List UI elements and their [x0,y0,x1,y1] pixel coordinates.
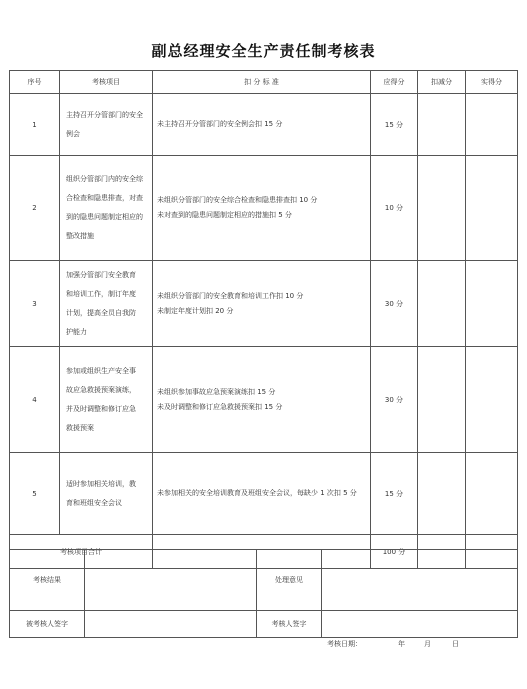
table-row [10,156,518,261]
header-seq: 序号 [10,71,60,94]
examiner-signature-field[interactable] [322,611,518,638]
row-actual-cell[interactable] [466,347,518,453]
row-item [60,347,153,453]
row-deduct-cell[interactable] [418,347,466,453]
date-year-label: 年 [398,640,405,648]
result-field[interactable] [85,550,257,611]
item-line: 整改措施 [66,232,94,240]
header-score: 应得分 [371,71,418,94]
criteria-line: 未参加相关的安全培训教育及班组安全会议，每缺少 1 次扣 5 分 [157,489,357,497]
row-deduct-cell[interactable] [418,156,466,261]
document-title: 副总经理安全生产责任制考核表 [151,42,376,60]
row-criteria [153,156,371,261]
criteria-line: 未组织参加事故应急预案演练扣 15 分 [157,387,276,396]
item-line: 例会 [66,129,80,138]
item-line: 和培训工作，制订年度 [66,289,136,298]
examinee-signature-label: 被考核人签字 [10,611,85,638]
row-seq: 4 [10,347,60,453]
row-item [60,261,153,347]
item-line: 参加或组织生产安全事 [66,366,136,375]
date-month-label: 月 [424,640,431,648]
row-deduct-cell[interactable] [418,453,466,535]
item-line: 计划，提高全员自我防 [66,308,136,317]
signature-row [10,611,518,638]
row-criteria [153,261,371,347]
result-label: 考核结果 [10,550,85,611]
criteria-line: 未组织分管部门的安全综合检查和隐患排查扣 10 分 [157,196,318,204]
row-criteria [153,347,371,453]
item-line: 并及时调整和修订应急 [66,404,136,413]
item-line: 护能力 [66,327,87,336]
row-item [60,94,153,156]
row-actual-cell[interactable] [466,94,518,156]
item-line: 故应急救援预案演练， [66,385,136,394]
row-score: 10 分 [371,156,418,261]
row-seq: 1 [10,94,60,156]
opinion-field[interactable] [322,550,518,611]
item-line: 适时参加相关培训，教 [66,479,136,488]
examinee-signature-field[interactable] [85,611,257,638]
row-seq: 3 [10,261,60,347]
row-item [60,453,153,535]
row-score: 30 分 [371,347,418,453]
criteria-line: 未对查到的隐患问题制定相应的措施扣 5 分 [157,211,292,219]
criteria-line: 未组织分管部门的安全教育和培训工作扣 10 分 [157,291,304,300]
item-line: 合检查和隐患排查，对查 [66,194,143,202]
assessment-table [9,70,518,569]
row-score: 15 分 [371,453,418,535]
row-score: 30 分 [371,261,418,347]
table-row [10,261,518,347]
criteria-line: 未及时调整和修订应急救援预案扣 15 分 [157,402,283,411]
item-line: 到的隐患问题制定相应的 [66,213,143,221]
criteria-line: 未主持召开分管部门的安全例会扣 15 分 [157,120,283,128]
header-item: 考核项目 [60,71,153,94]
criteria-line: 未制定年度计划扣 20 分 [157,306,234,315]
row-seq: 5 [10,453,60,535]
row-criteria [153,453,371,535]
total-label: 考核项目合计 [10,535,153,569]
assessment-date [0,639,527,651]
row-criteria [153,94,371,156]
row-actual-cell[interactable] [466,453,518,535]
date-label: 考核日期： [327,640,362,648]
row-actual-cell[interactable] [466,156,518,261]
header-deduct: 扣减分 [418,71,466,94]
table-row [10,94,518,156]
result-row [10,550,518,611]
item-line: 加强分管部门安全教育 [66,270,136,279]
header-row [10,71,518,94]
item-line: 组织分管部门内的安全综 [66,175,143,183]
header-actual: 实得分 [466,71,518,94]
opinion-label: 处理意见 [257,550,322,611]
row-item [60,156,153,261]
row-deduct-cell[interactable] [418,261,466,347]
examiner-signature-label: 考核人签字 [257,611,322,638]
row-score: 15 分 [371,94,418,156]
item-line: 主持召开分管部门的安全 [66,110,143,119]
total-score: 100 分 [371,535,418,569]
row-actual-cell[interactable] [466,261,518,347]
table-row [10,453,518,535]
row-seq: 2 [10,156,60,261]
item-line: 育和班组安全会议 [66,498,122,507]
item-line: 救援预案 [66,423,94,432]
date-day-label: 日 [452,640,459,648]
header-criteria: 扣 分 标 准 [153,71,371,94]
row-deduct-cell[interactable] [418,94,466,156]
table-row [10,347,518,453]
signature-table [9,549,518,638]
